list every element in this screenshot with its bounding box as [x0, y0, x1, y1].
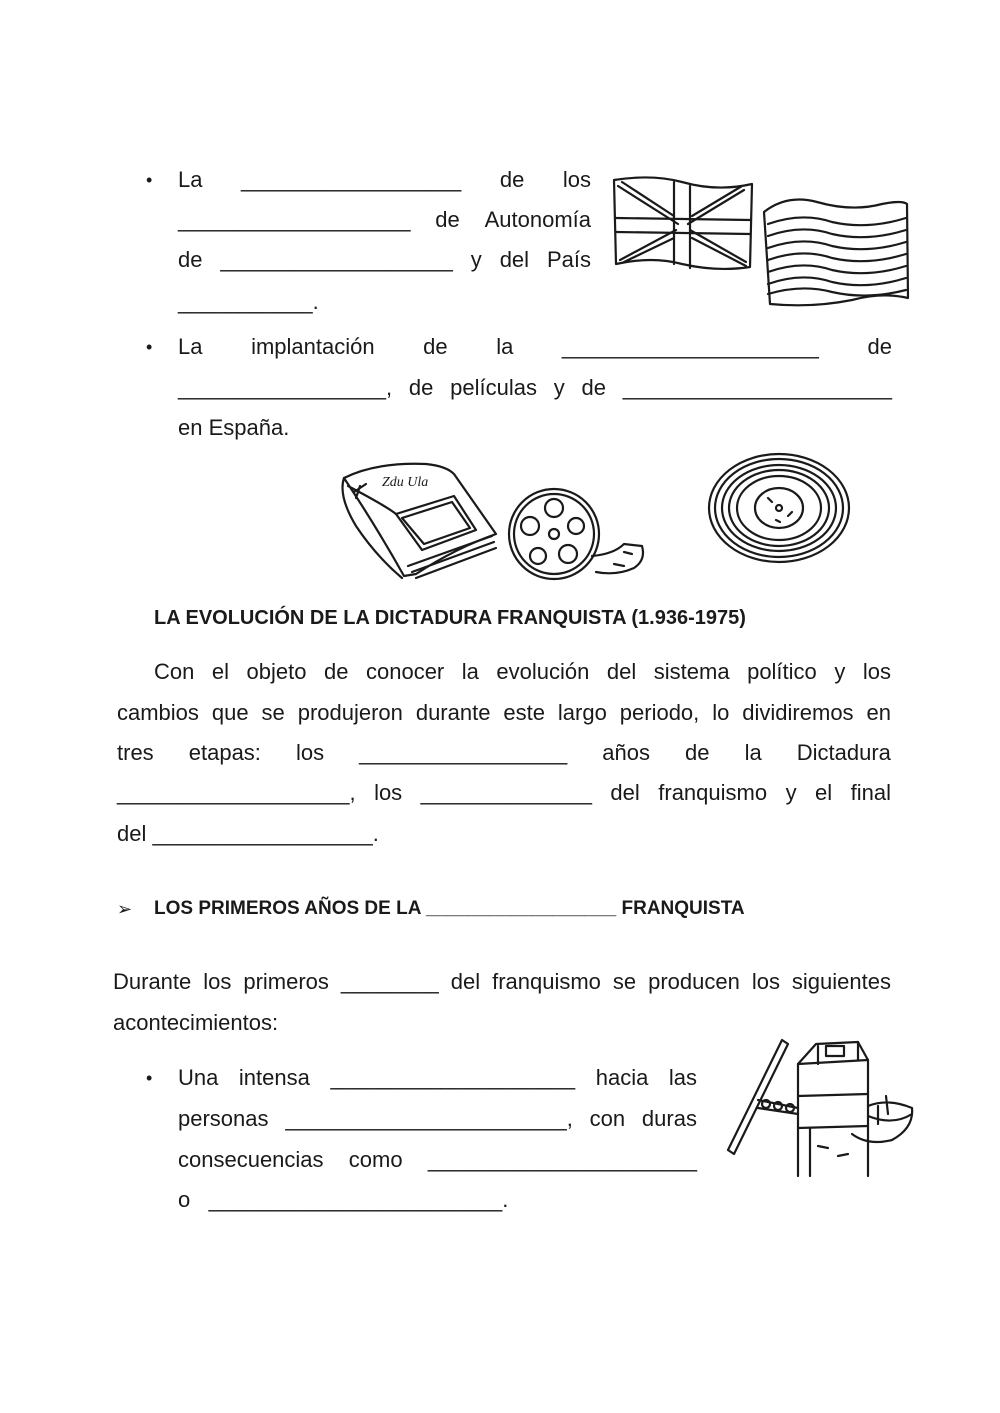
intro-line2 — [117, 699, 891, 727]
blank-field[interactable]: ___________________ — [220, 247, 453, 272]
blank-field[interactable]: _____________________ — [561, 334, 819, 359]
word: del — [450, 969, 481, 994]
intro-line3 — [117, 739, 891, 767]
word: final — [850, 780, 891, 805]
intro-line1 — [154, 658, 891, 686]
word: la — [744, 740, 762, 765]
word: del — [499, 247, 530, 272]
word: los — [374, 780, 403, 805]
word: como — [348, 1147, 403, 1172]
book-lettering: Zdu Ula — [382, 475, 429, 490]
item1-line1 — [178, 166, 591, 194]
word: este — [503, 700, 545, 725]
blank-field[interactable]: ______________________ — [622, 375, 892, 400]
word: que — [211, 700, 249, 725]
durante-line2: acontecimientos: — [113, 1010, 279, 1035]
blank-field[interactable]: ____________________ — [330, 1065, 576, 1090]
word: en — [866, 700, 891, 725]
word: de — [323, 659, 349, 684]
s3-line2 — [178, 1105, 697, 1133]
word: los — [203, 969, 232, 994]
word: sistema — [653, 659, 730, 684]
bullet: • — [146, 337, 153, 357]
word: Con — [154, 659, 195, 684]
word: de — [423, 334, 448, 359]
durante-line1 — [113, 968, 891, 996]
word: implantación — [251, 334, 375, 359]
word: franquismo — [658, 780, 768, 805]
item2-line3: en España. — [178, 415, 290, 440]
word: etapas: — [188, 740, 261, 765]
item1-line4[interactable]: ___________. — [178, 289, 319, 314]
word: el — [211, 659, 229, 684]
word: produjeron — [297, 700, 403, 725]
blank-field[interactable]: ___________________, — [117, 780, 356, 805]
subheading: LOS PRIMEROS AÑOS DE LA __________________ FRANQUISTA — [154, 898, 745, 919]
word: tres — [117, 740, 154, 765]
word: los — [562, 167, 591, 192]
word: objeto — [246, 659, 307, 684]
blank-field[interactable]: ______________ — [420, 780, 592, 805]
word: dividiremos — [742, 700, 854, 725]
blank-field[interactable]: _________________, — [178, 375, 393, 400]
film-reel-icon — [504, 484, 654, 584]
word: del — [606, 659, 637, 684]
word: películas — [450, 375, 537, 400]
word: intensa — [238, 1065, 310, 1090]
word: los — [751, 969, 780, 994]
blank-field[interactable]: ________ — [340, 969, 439, 994]
blank-field[interactable]: __________________ — [241, 167, 462, 192]
word: conocer — [365, 659, 445, 684]
blank-field[interactable]: _________________ — [359, 740, 568, 765]
blank-field[interactable]: _______________________, — [285, 1106, 573, 1131]
word: la — [461, 659, 479, 684]
word: evolución — [496, 659, 590, 684]
s3-line3 — [178, 1146, 697, 1174]
s3-line4[interactable]: o ________________________. — [178, 1187, 509, 1212]
page-title: LA EVOLUCIÓN DE LA DICTADURA FRANQUISTA (1.936-1975) — [154, 607, 746, 629]
word: las — [668, 1065, 697, 1090]
word: primeros — [243, 969, 329, 994]
word: con — [589, 1106, 626, 1131]
word: político — [747, 659, 817, 684]
word: durante — [415, 700, 491, 725]
word: de — [499, 167, 525, 192]
word: de — [685, 740, 710, 765]
word: País — [546, 247, 591, 272]
word: el — [815, 780, 833, 805]
word: Dictadura — [796, 740, 891, 765]
word: Una — [178, 1065, 219, 1090]
word: años — [602, 740, 650, 765]
item2-line1 — [178, 333, 892, 361]
word: se — [612, 969, 637, 994]
flags-icon — [612, 172, 912, 307]
item2-line2 — [178, 374, 892, 402]
item1-line3 — [178, 246, 591, 274]
word: largo — [557, 700, 607, 725]
intro-line4 — [117, 779, 891, 807]
word: y — [834, 659, 846, 684]
word: de — [435, 207, 460, 232]
word: del — [610, 780, 640, 805]
record-disc-icon — [706, 450, 856, 570]
word: franquismo — [492, 969, 601, 994]
word: lo — [712, 700, 730, 725]
blank-field[interactable]: ___________________ — [178, 207, 411, 232]
word: siguientes — [791, 969, 891, 994]
bullet: • — [146, 170, 153, 190]
garrote-icon — [718, 1036, 918, 1181]
book-icon — [336, 456, 506, 581]
word: hacia — [595, 1065, 649, 1090]
item1-line2 — [178, 206, 591, 234]
bullet: • — [146, 1068, 153, 1088]
word: cambios — [117, 700, 199, 725]
word: periodo, — [619, 700, 700, 725]
word: se — [261, 700, 285, 725]
word: La — [178, 167, 203, 192]
word: producen — [648, 969, 740, 994]
s3-line1 — [178, 1064, 697, 1092]
word: de — [581, 375, 606, 400]
word: personas — [178, 1106, 269, 1131]
word: y — [785, 780, 797, 805]
word: La — [178, 334, 203, 359]
word: y — [470, 247, 482, 272]
word: los — [862, 659, 891, 684]
word: de — [867, 334, 892, 359]
word: y — [553, 375, 565, 400]
word: los — [295, 740, 325, 765]
arrow-bullet-icon: ➢ — [117, 899, 133, 919]
blank-field[interactable]: ______________________ — [427, 1147, 697, 1172]
word: consecuencias — [178, 1147, 324, 1172]
word: de — [178, 247, 203, 272]
word: duras — [641, 1106, 697, 1131]
word: la — [496, 334, 514, 359]
word: Durante — [113, 969, 192, 994]
intro-line5[interactable]: del __________________. — [117, 821, 379, 846]
word: Autonomía — [484, 207, 591, 232]
word: de — [408, 375, 434, 400]
